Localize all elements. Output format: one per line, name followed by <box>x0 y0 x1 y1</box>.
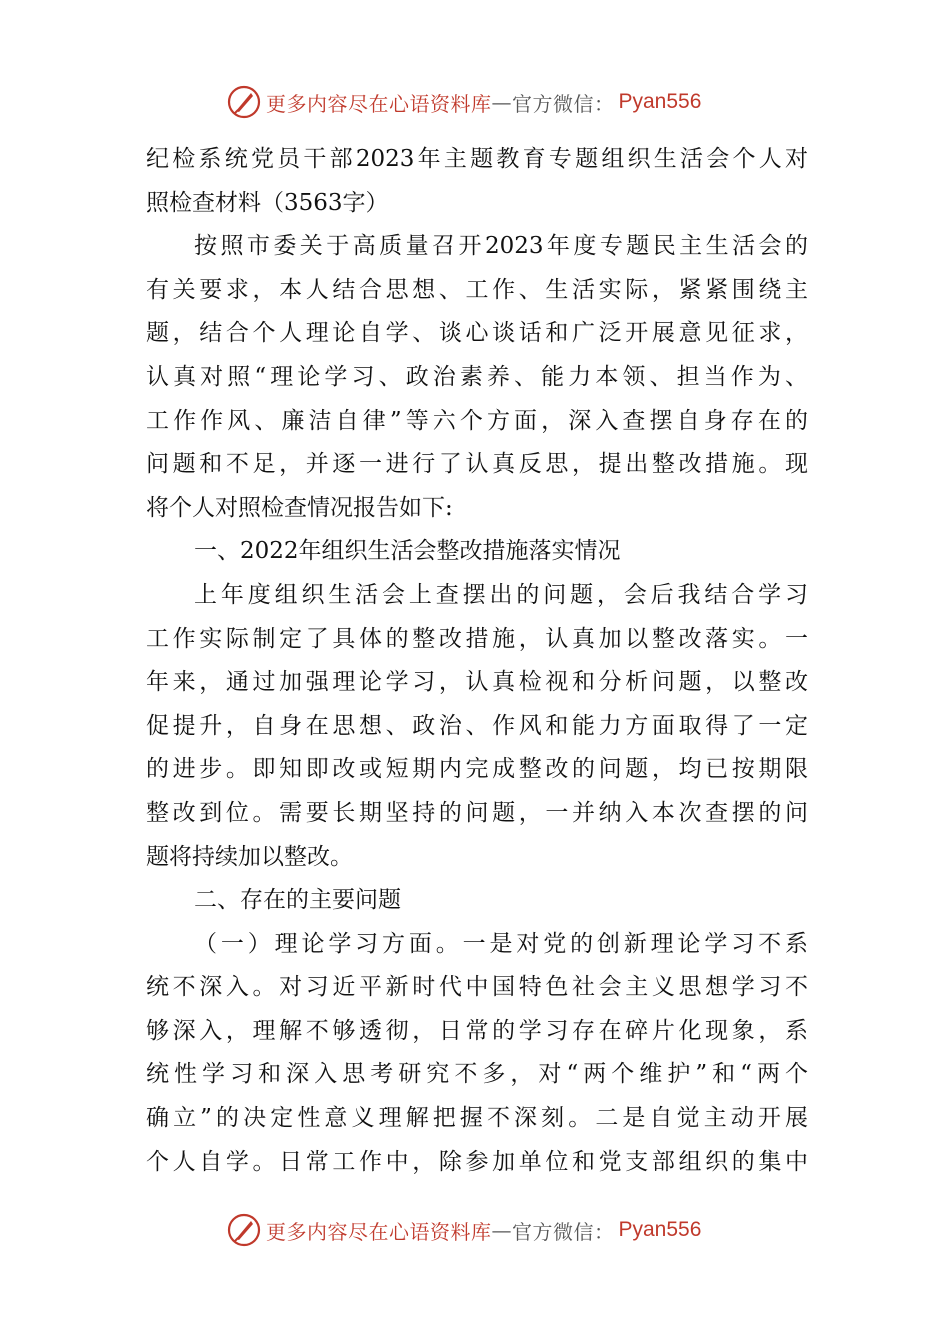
watermark-sub-text: 官方微信： <box>512 1219 615 1244</box>
text-line: 工作实际制定了具体的整改措施，认真加以整改落实。一 <box>146 625 808 652</box>
text-line: 统不深入。对习近平新时代中国特色社会主义思想学习不 <box>146 974 808 1001</box>
text-line: 工作作风、廉洁自律”等六个方面，深入查摆自身存在的 <box>146 407 808 434</box>
watermark-footer <box>226 1210 701 1250</box>
text-line: 整改到位。需要长期坚持的问题，一并纳入本次查摆的问 <box>146 799 808 826</box>
watermark-id: Pyan556 <box>618 90 702 113</box>
text-line: 上年度组织生活会上查摆出的问题，会后我结合学习 <box>194 581 808 608</box>
text-line: 促提升，自身在思想、政治、作风和能力方面取得了一定 <box>146 712 808 739</box>
watermark-header <box>226 82 701 122</box>
text-line: 统性学习和深入思考研究不多，对“两个维护”和“两个 <box>146 1061 808 1088</box>
text-line: 年来，通过加强理论学习，认真检视和分析问题，以整改 <box>146 669 808 696</box>
text-line: 照检查材料（3563字） <box>146 189 389 216</box>
text-line: 确立”的决定性意义理解把握不深刻。二是自觉主动开展 <box>146 1105 808 1132</box>
quill-logo-icon <box>226 84 262 120</box>
text-line: 有关要求，本人结合思想、工作、生活实际，紧紧围绕主 <box>146 276 808 303</box>
text-line: 认真对照“理论学习、政治素养、能力本领、担当作为、 <box>146 363 808 390</box>
watermark-dash: — <box>491 1218 512 1242</box>
watermark-main-text: 更多内容尽在心语资料库 <box>266 1219 492 1244</box>
text-line: 的进步。即知即改或短期内完成整改的问题，均已按期限 <box>146 756 808 783</box>
text-line: （一）理论学习方面。一是对党的创新理论学习不系 <box>194 930 808 957</box>
text-line: 将个人对照检查情况报告如下: <box>146 494 453 521</box>
text-line: 按照市委关于高质量召开2023年度专题民主生活会的 <box>194 233 808 260</box>
text-line: 题将持续加以整改。 <box>146 843 353 870</box>
text-line: 纪检系统党员干部2023年主题教育专题组织生活会个人对 <box>146 146 808 172</box>
text-line: 二、存在的主要问题 <box>194 887 401 914</box>
text-line: 个人自学。日常工作中，除参加单位和党支部组织的集中 <box>146 1148 808 1175</box>
text-line: 够深入，理解不够透彻，日常的学习存在碎片化现象，系 <box>146 1017 808 1044</box>
quill-logo-icon <box>226 1212 262 1248</box>
watermark-id: Pyan556 <box>618 1218 702 1241</box>
document-body <box>146 138 808 1184</box>
text-line: 题，结合个人理论自学、谈心谈话和广泛开展意见征求， <box>146 320 808 347</box>
text-line: 一、2022年组织生活会整改措施落实情况 <box>194 538 621 565</box>
watermark-dash: — <box>491 90 512 114</box>
text-line: 问题和不足，并逐一进行了认真反思，提出整改措施。现 <box>146 451 808 478</box>
watermark-main-text: 更多内容尽在心语资料库 <box>266 91 492 116</box>
watermark-sub-text: 官方微信： <box>512 91 615 116</box>
